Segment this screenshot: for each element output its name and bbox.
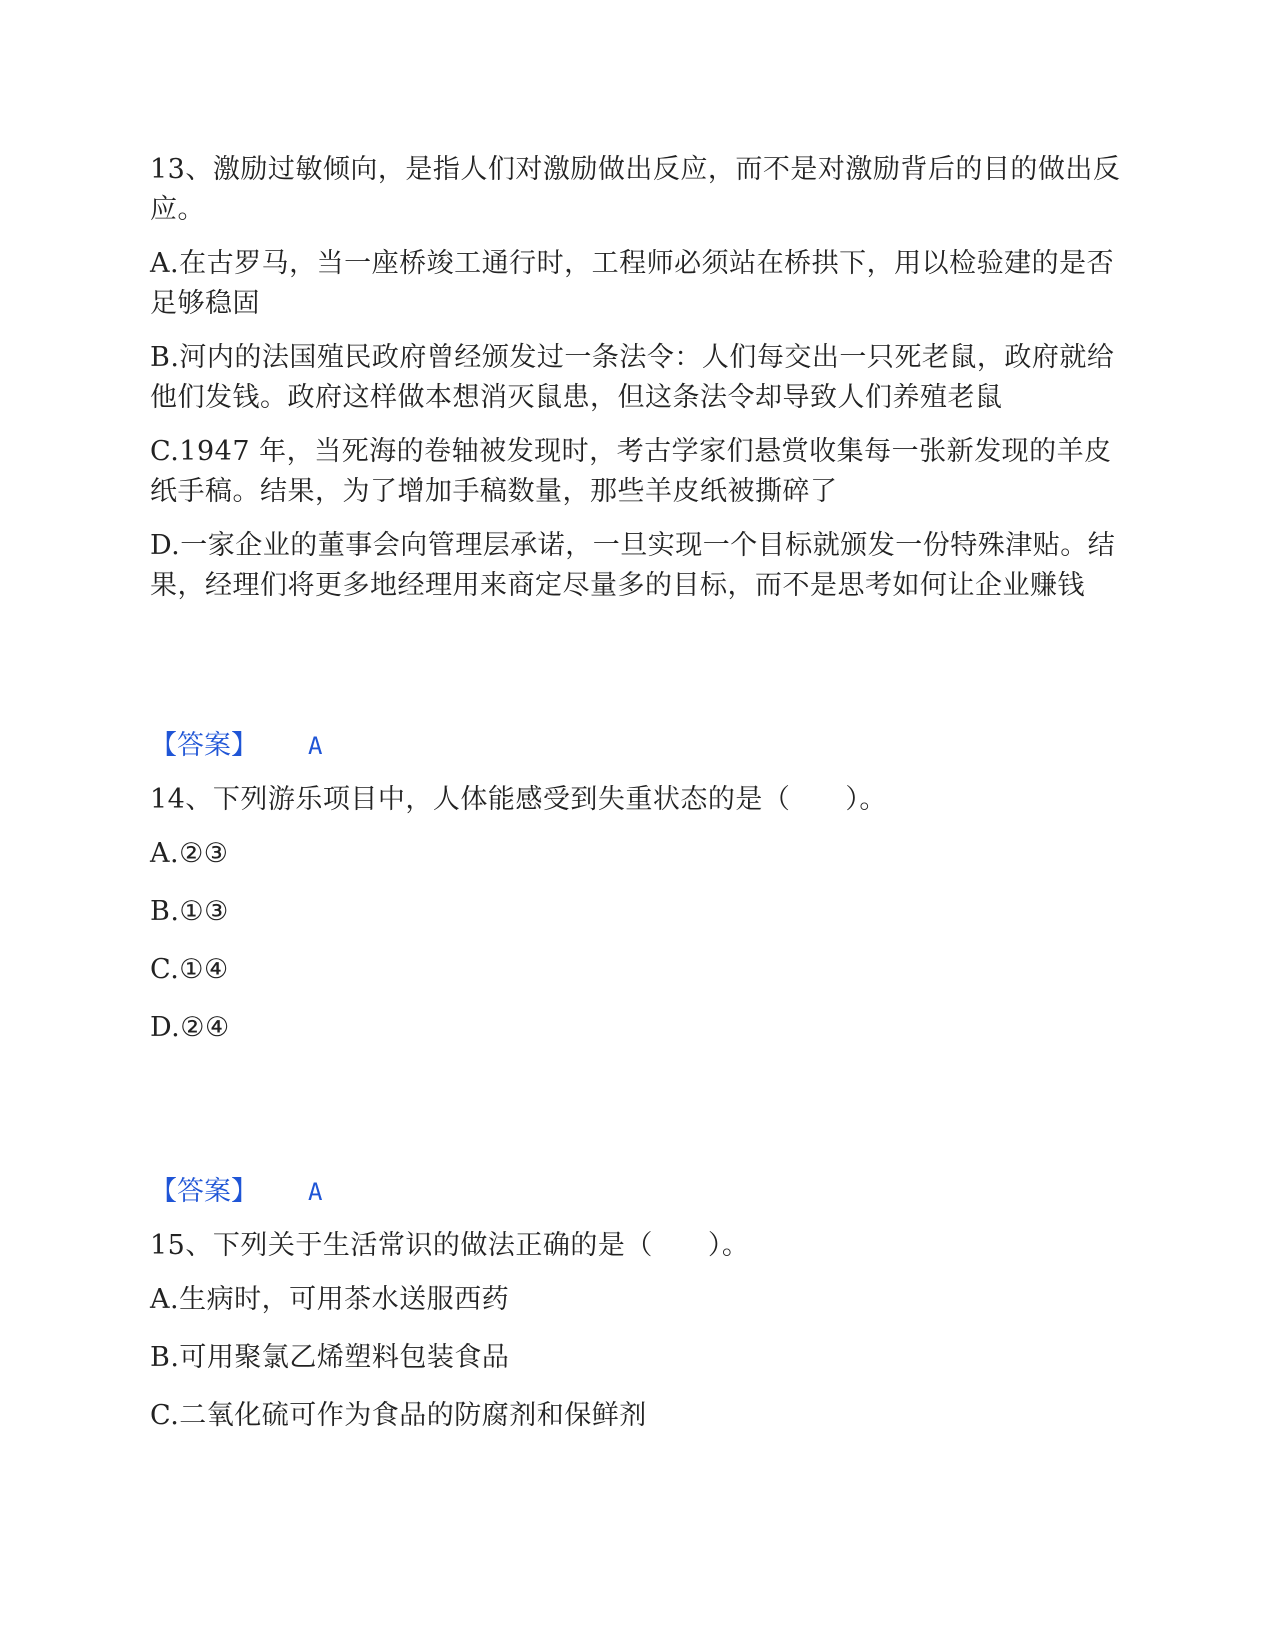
question-13-option-b: B.河内的法国殖民政府曾经颁发过一条法令：人们每交出一只死老鼠，政府就给他们发钱。政府这样做本想消灭鼠患，但这条法令却导致人们养殖老鼠 (150, 342, 1115, 413)
question-14-stem: 14、下列游乐项目中，人体能感受到失重状态的是（ ）。 (150, 784, 887, 815)
answer-label: 【答案】 (150, 1176, 258, 1207)
question-15 (150, 1226, 1125, 1436)
answer-value: A (308, 732, 323, 760)
question-15-stem: 15、下列关于生活常识的做法正确的是（ ）。 (150, 1230, 750, 1261)
answer-value: A (308, 1178, 323, 1206)
question-13-answer (150, 726, 1125, 766)
question-14-option-c: C.①④ (150, 954, 229, 985)
question-13-option-a: A.在古罗马，当一座桥竣工通行时，工程师必须站在桥拱下，用以检验建的是否足够稳固 (150, 248, 1115, 319)
question-15-option-c: C.二氧化硫可作为食品的防腐剂和保鲜剂 (150, 1400, 647, 1431)
question-14-answer (150, 1172, 1125, 1212)
question-14-option-d: D.②④ (150, 1012, 230, 1043)
question-15-option-a: A.生病时，可用茶水送服西药 (150, 1284, 510, 1315)
question-13 (150, 150, 1125, 606)
answer-label: 【答案】 (150, 730, 258, 761)
question-13-option-c: C.1947 年，当死海的卷轴被发现时，考古学家们悬赏收集每一张新发现的羊皮纸手稿。结果，为了增加手稿数量，那些羊皮纸被撕碎了 (150, 436, 1112, 507)
question-14 (150, 780, 1125, 1048)
question-15-option-b: B.可用聚氯乙烯塑料包装食品 (150, 1342, 510, 1373)
question-13-option-d: D.一家企业的董事会向管理层承诺，一旦实现一个目标就颁发一份特殊津贴。结果，经理们将更多地经理用来商定尽量多的目标，而不是思考如何让企业赚钱 (150, 530, 1116, 601)
spacer (150, 620, 1125, 726)
question-14-option-b: B.①③ (150, 896, 229, 927)
question-14-option-a: A.②③ (150, 838, 229, 869)
document-page (150, 150, 1125, 1454)
question-13-stem: 13、激励过敏倾向，是指人们对激励做出反应，而不是对激励背后的目的做出反应。 (150, 154, 1121, 225)
spacer (150, 1066, 1125, 1172)
